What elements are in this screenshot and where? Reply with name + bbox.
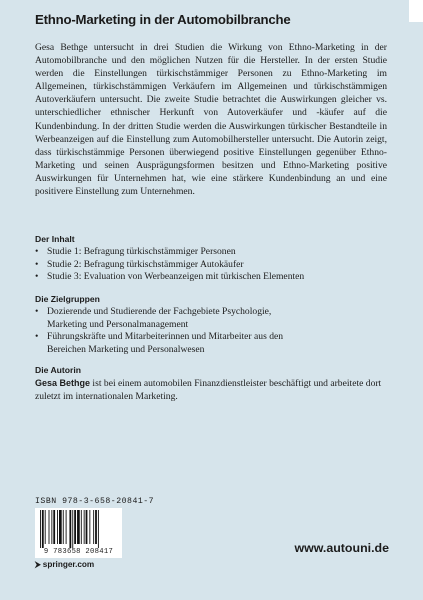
website-url[interactable]: www.autouni.de: [294, 541, 389, 555]
section-heading-autorin: Die Autorin: [35, 365, 81, 375]
author-bio-text: ist bei einem automobilen Finanzdienstleister beschäftigt und arbeitete dort zuletzt im internationalen Marketing.: [35, 378, 382, 402]
section-autorin: [35, 364, 387, 403]
list-item: • Studie 3: Evaluation von Werbeanzeigen mit türkischen Elementen: [35, 271, 387, 284]
zielgruppen-list: [35, 306, 387, 356]
list-item: • Dozierende und Studierende der Fachgebiete Psychologie, Marketing und Personalmanagement: [35, 306, 312, 331]
barcode-bars-icon: [38, 510, 119, 548]
barcode-digits: 9 783658 208417: [43, 548, 114, 556]
list-item: • Führungskräfte und Mitarbeiterinnen und Mitarbeiter aus den Bereichen Marketing und Personalwesen: [35, 331, 312, 356]
section-heading-inhalt: Der Inhalt: [35, 234, 75, 244]
arrow-right-icon: ⮞: [35, 560, 41, 569]
list-item: • Studie 1: Befragung türkischstämmiger Personen: [35, 246, 387, 259]
corner-tab: [409, 0, 423, 22]
isbn-label: ISBN 978-3-658-20841-7: [35, 497, 155, 506]
section-zielgruppen: [35, 293, 387, 356]
barcode: [35, 508, 122, 558]
list-item: • Studie 2: Befragung türkischstämmiger Autokäufer: [35, 259, 387, 272]
author-bio: [35, 377, 387, 403]
section-heading-zielgruppen: Die Zielgruppen: [35, 294, 100, 304]
book-title: Ethno-Marketing in der Automobilbranche: [35, 12, 291, 27]
section-inhalt: [35, 233, 387, 284]
publisher-label: springer.com: [42, 560, 95, 569]
publisher-link[interactable]: [35, 560, 94, 570]
blurb-paragraph: Gesa Bethge untersucht in drei Studien die Wirkung von Ethno-Marketing in der Automobilbranche und den möglichen Nutzen für die Hersteller. In der ersten Studie werden die Einstellungen türkischstämmiger Personen zu Ethno-Marketing im Allgemeinen, türkischstämmigen Verkäufern im Allgemeinen und türkischstämmigen Autoverkäufern untersucht. Die zweite Studie betrachtet die Auswirkungen gleicher vs. unterschiedlicher ethnischer Herkunft von Autoverkäufer und -käufer auf die Kundenbindung. In der dritten Studie werden die Auswirkungen türkischer Bestandteile in Werbeanzeigen auf die Einstellung zum Automobilhersteller untersucht. Die Autorin zeigt, dass türkischstämmige Personen überwiegend positive Einstellungen gegenüber Ethno-Marketing und seinen Ausprägungsformen besitzen und Ethno-Marketing positive Auswirkungen für Unternehmen hat, wie eine stärkere Kundenbindung an und eine positivere Einstellung zum Unternehmen.: [35, 42, 387, 198]
author-name: Gesa Bethge: [35, 378, 91, 388]
inhalt-list: [35, 246, 387, 284]
